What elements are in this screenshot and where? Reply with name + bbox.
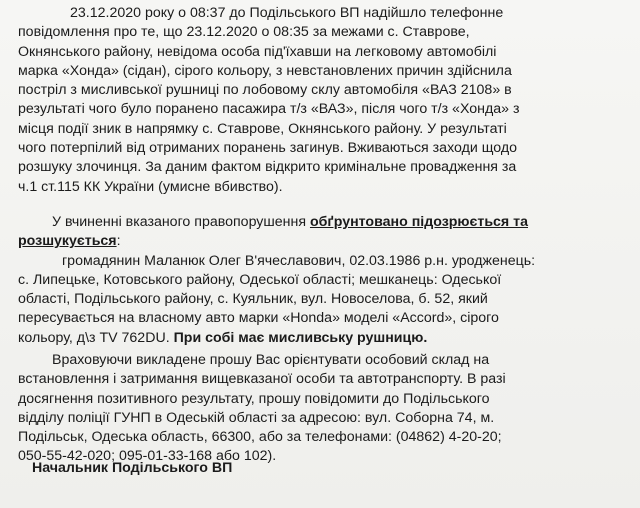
text-line: результаті чого було поранено пасажира т/з «ВАЗ», після чого т/з «Хонда» з bbox=[18, 101, 520, 118]
text-line: пересувається на власному авто марки «Honda» моделі «Accord», сірого bbox=[18, 310, 499, 327]
text-line: розшукується: bbox=[18, 233, 121, 250]
text-line: місця події зник в напрямку с. Ставрове, Окнянського району. У результаті bbox=[18, 120, 507, 137]
text-line: марка «Хонда» (сідан), сірого кольору, з невстановлених причин здійснила bbox=[18, 62, 512, 79]
text-line: чого потерпілий від отриманих поранень загинув. Вживаються заходи щодо bbox=[18, 140, 517, 157]
text-line: повідомлення про те, що 23.12.2020 о 08:35 за межами с. Ставрове, bbox=[18, 24, 470, 41]
text-line: встановлення і затримання вищевказаної особи та автотранспорту. В разі bbox=[18, 371, 506, 388]
text-line bbox=[18, 252, 630, 271]
suspect-name: громадянин Маланюк Олег В'ячеславович, 02.03.1986 р.н. уродженець: bbox=[62, 252, 536, 269]
incident-paragraph bbox=[18, 4, 630, 197]
text-line: відділу поліції ГУНП в Одеській області за адресою: вул. Соборна 74, м. bbox=[18, 409, 495, 426]
weapon-note: При собі має мисливську рушницю. bbox=[173, 329, 428, 346]
text-line: постріл з мисливської рушниці по лобовому склу автомобіля «ВАЗ 2108» в bbox=[18, 82, 512, 99]
request-paragraph bbox=[18, 351, 630, 467]
suspect-heading: обґрунтовано підозрюється та bbox=[309, 214, 528, 230]
text-line: 23.12.2020 року о 08:37 до Подільського ВП надійшло телефонне bbox=[70, 5, 504, 21]
text-line: розшуку злочинця. За даним фактом відкрито кримінальне провадження за bbox=[18, 159, 517, 176]
suspect-paragraph bbox=[18, 213, 630, 348]
text-line: с. Липецьке, Котовського району, Одеської області; мешканець: Одеської bbox=[18, 271, 502, 288]
text-line: області, Подільського району, с. Куяльник, вул. Новоселова, б. 52, який bbox=[18, 291, 488, 308]
text-line: 050-55-42-020; 095-01-33-168 або 102). bbox=[18, 448, 277, 465]
text-line: Подільськ, Одеська область, 66300, або за телефонами: (04862) 4-20-20; bbox=[18, 429, 502, 446]
text-line: Окнянського району, невідома особа під'їхавши на легковому автомобілі bbox=[18, 43, 497, 60]
text-line: досягнення позитивного результату, прошу повідомити до Подільського bbox=[18, 390, 490, 407]
text-line: ч.1 ст.115 КК України (умисне вбивство). bbox=[18, 178, 283, 195]
text-line: кольору, д\з TV 762DU. При собі має мисливську рушницю. bbox=[18, 329, 428, 346]
text-line: Враховуючи викладене прошу Вас орієнтувати особовий склад на bbox=[52, 352, 490, 368]
text-line: У вчиненні вказаного правопорушення обґрунтовано підозрюється та bbox=[52, 214, 528, 230]
signature-title: Начальник Подільського ВП bbox=[32, 460, 233, 476]
